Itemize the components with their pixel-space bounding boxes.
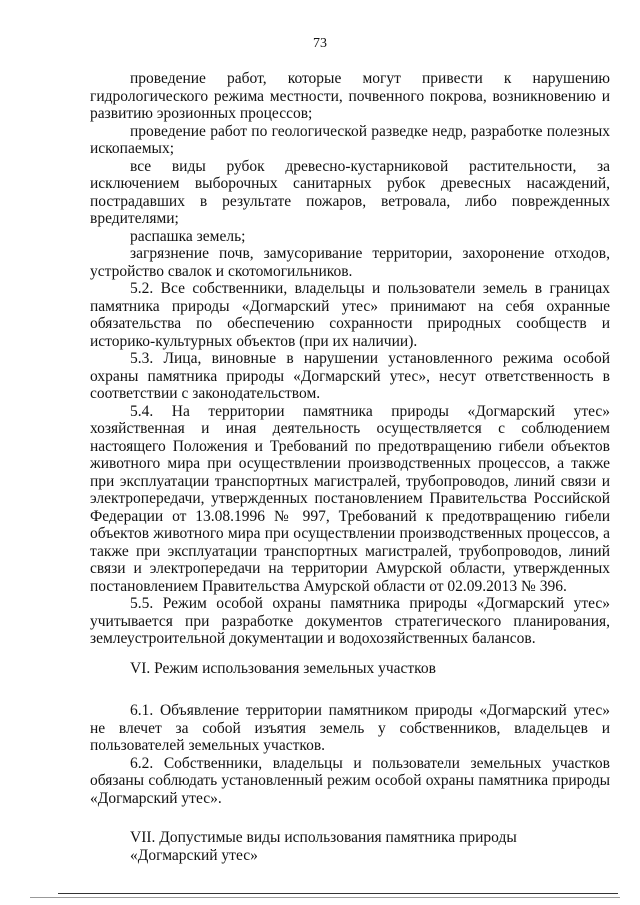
paragraph-5-3: 5.3. Лица, виновные в нарушении установленного режима особой охраны памятника природы «Догмарский утес», несут ответственность в соответствии с законодательством. xyxy=(90,350,610,402)
section-6-heading: VI. Режим использования земельных участков xyxy=(130,659,436,677)
paragraph: проведение работ, которые могут привести к нарушению гидрологического режима местности, почвенного покрова, возникновению и развитию эрозионных процессов; xyxy=(90,70,610,122)
document-body xyxy=(90,70,610,864)
paragraph: распашка земель; xyxy=(130,227,246,245)
scan-edge-line xyxy=(58,893,618,894)
paragraph: загрязнение почв, замусоривание территории, захоронение отходов, устройство свалок и скотомогильников. xyxy=(90,245,610,280)
section-7-heading-line-1: VII. Допустимые виды использования памятника природы xyxy=(130,829,517,846)
paragraph-5-4: 5.4. На территории памятника природы «Догмарский утес» хозяйственная и иная деятельность осуществляется с соблюдением настоящего Положения и Требований по предотвращению гибели объектов животного мира при осуществлении производственных процессов, а также при эксплуатации транспортных магистралей, трубопроводов, линий связи и электропередачи, утвержденных постановлением Правительства Российской Федерации от 13.08.1996 № 997, Требований к предотвращению гибели объектов животного мира при осуществлении производственных процессов, а также при эксплуатации транспортных магистралей, трубопроводов, линий связи и электропередачи на территории Амурской области, утвержденных постановлением Правительства Амурской области от 02.09.2013 № 396. xyxy=(90,402,610,595)
paragraph-5-2: 5.2. Все собственники, владельцы и пользователи земель в границах памятника природы «Догмарский утес» принимают на себя охранные обязательства по обеспечению сохранности природных сообществ и историко-культурных объектов (при их наличии). xyxy=(90,280,610,350)
page-number: 73 xyxy=(313,36,327,51)
scan-edge-line xyxy=(30,897,620,898)
paragraph: все виды рубок древесно-кустарниковой растительности, за исключением выборочных санитарных рубок древесных насаждений, пострадавших в результате пожаров, ветровала, либо поврежденных вредителями; xyxy=(90,157,610,227)
section-7-heading-line-2: «Догмарский утес» xyxy=(130,846,258,864)
paragraph-5-5: 5.5. Режим особой охраны памятника природы «Догмарский утес» учитывается при разработке документов стратегического планирования, землеустроительной документации и водохозяйственных балансов. xyxy=(90,595,610,647)
paragraph: проведение работ по геологической разведке недр, разработке полезных ископаемых; xyxy=(90,122,610,157)
paragraph-6-2: 6.2. Собственники, владельцы и пользователи земельных участков обязаны соблюдать установленный режим особой охраны памятника природы «Догмарский утес». xyxy=(90,754,610,807)
paragraph-6-1: 6.1. Объявление территории памятником природы «Догмарский утес» не влечет за собой изъятия земель у собственников, владельцев и пользователей земельных участков. xyxy=(90,702,610,754)
